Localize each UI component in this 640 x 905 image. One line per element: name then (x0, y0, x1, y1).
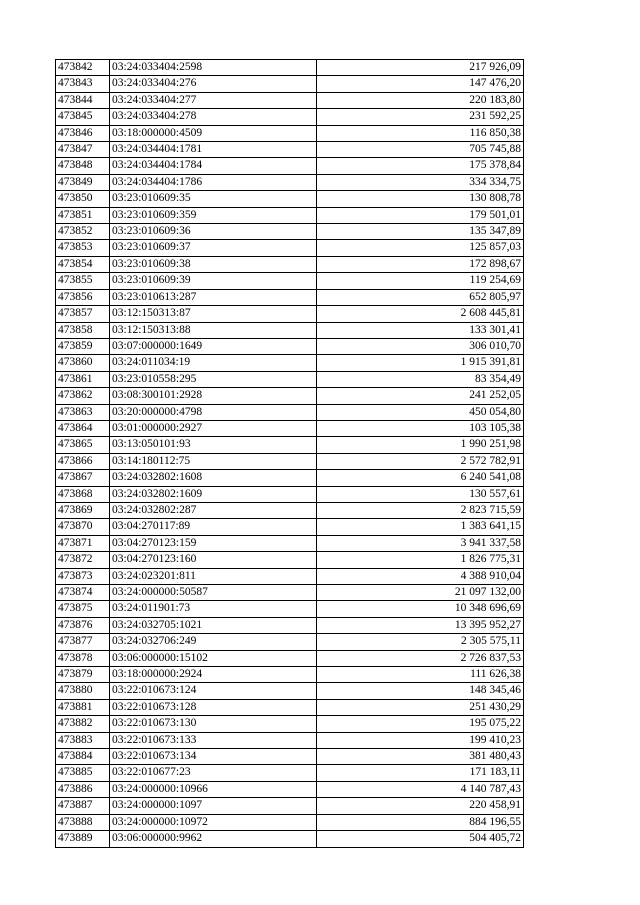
cadastral-value-cell: 217 926,09 (317, 60, 524, 76)
cadastral-number-cell: 03:24:034404:1784 (110, 158, 317, 174)
cadastral-value-cell: 1 383 641,15 (317, 519, 524, 535)
table-row (56, 306, 524, 322)
cadastral-number-cell: 03:22:010673:130 (110, 716, 317, 732)
row-id-cell: 473888 (56, 814, 110, 830)
cadastral-value-cell: 2 305 575,11 (317, 634, 524, 650)
table-row (56, 355, 524, 371)
cadastral-number-cell: 03:18:000000:2924 (110, 667, 317, 683)
cadastral-value-cell: 705 745,88 (317, 142, 524, 158)
row-id-cell: 473850 (56, 191, 110, 207)
cadastral-value-cell: 1 990 251,98 (317, 437, 524, 453)
cadastral-value-cell: 2 823 715,59 (317, 502, 524, 518)
table-row (56, 617, 524, 633)
row-id-cell: 473848 (56, 158, 110, 174)
cadastral-number-cell: 03:23:010613:287 (110, 289, 317, 305)
table-row (56, 683, 524, 699)
table-row (56, 256, 524, 272)
cadastral-value-cell: 179 501,01 (317, 207, 524, 223)
row-id-cell: 473855 (56, 273, 110, 289)
cadastral-number-cell: 03:22:010673:134 (110, 749, 317, 765)
table-body (56, 60, 524, 848)
row-id-cell: 473874 (56, 585, 110, 601)
cadastral-number-cell: 03:01:000000:2927 (110, 420, 317, 436)
row-id-cell: 473843 (56, 76, 110, 92)
row-id-cell: 473882 (56, 716, 110, 732)
cadastral-number-cell: 03:24:032802:1609 (110, 486, 317, 502)
row-id-cell: 473883 (56, 732, 110, 748)
cadastral-number-cell: 03:24:032706:249 (110, 634, 317, 650)
table-row (56, 207, 524, 223)
cadastral-value-cell: 884 196,55 (317, 814, 524, 830)
cadastral-value-table (55, 59, 524, 848)
cadastral-number-cell: 03:23:010558:295 (110, 371, 317, 387)
cadastral-number-cell: 03:20:000000:4798 (110, 404, 317, 420)
row-id-cell: 473875 (56, 601, 110, 617)
table-row (56, 60, 524, 76)
table-row (56, 502, 524, 518)
cadastral-value-cell: 116 850,38 (317, 125, 524, 141)
table-row (56, 716, 524, 732)
cadastral-value-cell: 125 857,03 (317, 240, 524, 256)
table-row (56, 470, 524, 486)
cadastral-number-cell: 03:23:010609:39 (110, 273, 317, 289)
table-row (56, 453, 524, 469)
row-id-cell: 473845 (56, 109, 110, 125)
table-row (56, 519, 524, 535)
table-row (56, 667, 524, 683)
row-id-cell: 473860 (56, 355, 110, 371)
row-id-cell: 473878 (56, 650, 110, 666)
cadastral-number-cell: 03:14:180112:75 (110, 453, 317, 469)
row-id-cell: 473867 (56, 470, 110, 486)
table-row (56, 174, 524, 190)
table-row (56, 781, 524, 797)
cadastral-number-cell: 03:23:010609:35 (110, 191, 317, 207)
row-id-cell: 473853 (56, 240, 110, 256)
table-row (56, 158, 524, 174)
table-row (56, 289, 524, 305)
row-id-cell: 473846 (56, 125, 110, 141)
row-id-cell: 473886 (56, 781, 110, 797)
table-row (56, 814, 524, 830)
cadastral-value-cell: 148 345,46 (317, 683, 524, 699)
cadastral-number-cell: 03:08:300101:2928 (110, 388, 317, 404)
cadastral-number-cell: 03:12:150313:87 (110, 306, 317, 322)
table-row (56, 76, 524, 92)
table-row (56, 404, 524, 420)
cadastral-value-cell: 13 395 952,27 (317, 617, 524, 633)
row-id-cell: 473847 (56, 142, 110, 158)
row-id-cell: 473842 (56, 60, 110, 76)
cadastral-number-cell: 03:07:000000:1649 (110, 338, 317, 354)
table-row (56, 732, 524, 748)
cadastral-number-cell: 03:24:033404:276 (110, 76, 317, 92)
table-row (56, 486, 524, 502)
cadastral-number-cell: 03:12:150313:88 (110, 322, 317, 338)
cadastral-value-cell: 334 334,75 (317, 174, 524, 190)
cadastral-number-cell: 03:24:000000:50587 (110, 585, 317, 601)
table-row (56, 749, 524, 765)
cadastral-value-cell: 199 410,23 (317, 732, 524, 748)
cadastral-value-cell: 306 010,70 (317, 338, 524, 354)
cadastral-value-cell: 381 480,43 (317, 749, 524, 765)
table-row (56, 142, 524, 158)
cadastral-value-cell: 231 592,25 (317, 109, 524, 125)
cadastral-value-cell: 241 252,05 (317, 388, 524, 404)
cadastral-number-cell: 03:23:010609:38 (110, 256, 317, 272)
row-id-cell: 473852 (56, 224, 110, 240)
row-id-cell: 473858 (56, 322, 110, 338)
row-id-cell: 473884 (56, 749, 110, 765)
cadastral-value-cell: 220 183,80 (317, 92, 524, 108)
cadastral-number-cell: 03:24:032802:287 (110, 502, 317, 518)
cadastral-number-cell: 03:04:270117:89 (110, 519, 317, 535)
table-row (56, 322, 524, 338)
cadastral-value-cell: 130 808,78 (317, 191, 524, 207)
row-id-cell: 473863 (56, 404, 110, 420)
cadastral-value-cell: 171 183,11 (317, 765, 524, 781)
row-id-cell: 473864 (56, 420, 110, 436)
cadastral-number-cell: 03:24:034404:1781 (110, 142, 317, 158)
row-id-cell: 473857 (56, 306, 110, 322)
cadastral-value-cell: 135 347,89 (317, 224, 524, 240)
cadastral-value-cell: 175 378,84 (317, 158, 524, 174)
table-row (56, 650, 524, 666)
table-row (56, 109, 524, 125)
cadastral-number-cell: 03:24:023201:811 (110, 568, 317, 584)
cadastral-number-cell: 03:24:011901:73 (110, 601, 317, 617)
row-id-cell: 473885 (56, 765, 110, 781)
row-id-cell: 473881 (56, 699, 110, 715)
cadastral-value-cell: 251 430,29 (317, 699, 524, 715)
row-id-cell: 473879 (56, 667, 110, 683)
cadastral-value-cell: 2 572 782,91 (317, 453, 524, 469)
cadastral-number-cell: 03:13:050101:93 (110, 437, 317, 453)
row-id-cell: 473849 (56, 174, 110, 190)
cadastral-number-cell: 03:24:000000:1097 (110, 798, 317, 814)
cadastral-number-cell: 03:06:000000:15102 (110, 650, 317, 666)
cadastral-value-cell: 21 097 132,00 (317, 585, 524, 601)
cadastral-number-cell: 03:23:010609:37 (110, 240, 317, 256)
table-row (56, 437, 524, 453)
table-row (56, 191, 524, 207)
row-id-cell: 473876 (56, 617, 110, 633)
cadastral-value-cell: 504 405,72 (317, 831, 524, 847)
row-id-cell: 473872 (56, 552, 110, 568)
table-row (56, 92, 524, 108)
cadastral-value-cell: 172 898,67 (317, 256, 524, 272)
cadastral-value-cell: 2 726 837,53 (317, 650, 524, 666)
table-row (56, 125, 524, 141)
cadastral-number-cell: 03:22:010673:124 (110, 683, 317, 699)
cadastral-value-cell: 195 075,22 (317, 716, 524, 732)
cadastral-number-cell: 03:24:033404:277 (110, 92, 317, 108)
cadastral-value-cell: 119 254,69 (317, 273, 524, 289)
cadastral-value-cell: 10 348 696,69 (317, 601, 524, 617)
table-row (56, 420, 524, 436)
cadastral-value-cell: 220 458,91 (317, 798, 524, 814)
table-row (56, 585, 524, 601)
cadastral-number-cell: 03:24:032705:1021 (110, 617, 317, 633)
cadastral-number-cell: 03:22:010673:128 (110, 699, 317, 715)
cadastral-number-cell: 03:22:010673:133 (110, 732, 317, 748)
row-id-cell: 473854 (56, 256, 110, 272)
table-row (56, 240, 524, 256)
table-row (56, 601, 524, 617)
table-row (56, 765, 524, 781)
cadastral-value-cell: 4 388 910,04 (317, 568, 524, 584)
cadastral-value-cell: 2 608 445,81 (317, 306, 524, 322)
cadastral-number-cell: 03:23:010609:36 (110, 224, 317, 240)
table-row (56, 552, 524, 568)
row-id-cell: 473889 (56, 831, 110, 847)
cadastral-value-cell: 133 301,41 (317, 322, 524, 338)
row-id-cell: 473862 (56, 388, 110, 404)
cadastral-value-cell: 147 476,20 (317, 76, 524, 92)
cadastral-value-cell: 1 915 391,81 (317, 355, 524, 371)
cadastral-value-cell: 111 626,38 (317, 667, 524, 683)
row-id-cell: 473856 (56, 289, 110, 305)
row-id-cell: 473887 (56, 798, 110, 814)
cadastral-number-cell: 03:18:000000:4509 (110, 125, 317, 141)
row-id-cell: 473871 (56, 535, 110, 551)
table-row (56, 535, 524, 551)
cadastral-value-cell: 6 240 541,08 (317, 470, 524, 486)
table-row (56, 798, 524, 814)
row-id-cell: 473870 (56, 519, 110, 535)
cadastral-value-cell: 1 826 775,31 (317, 552, 524, 568)
row-id-cell: 473866 (56, 453, 110, 469)
table-row (56, 338, 524, 354)
row-id-cell: 473868 (56, 486, 110, 502)
cadastral-number-cell: 03:24:011034:19 (110, 355, 317, 371)
cadastral-value-cell: 103 105,38 (317, 420, 524, 436)
cadastral-number-cell: 03:24:032802:1608 (110, 470, 317, 486)
row-id-cell: 473877 (56, 634, 110, 650)
cadastral-number-cell: 03:06:000000:9962 (110, 831, 317, 847)
cadastral-value-cell: 83 354,49 (317, 371, 524, 387)
table-row (56, 699, 524, 715)
cadastral-number-cell: 03:24:000000:10966 (110, 781, 317, 797)
row-id-cell: 473861 (56, 371, 110, 387)
cadastral-number-cell: 03:24:033404:278 (110, 109, 317, 125)
cadastral-number-cell: 03:22:010677:23 (110, 765, 317, 781)
cadastral-number-cell: 03:24:033404:2598 (110, 60, 317, 76)
row-id-cell: 473869 (56, 502, 110, 518)
row-id-cell: 473865 (56, 437, 110, 453)
cadastral-number-cell: 03:04:270123:160 (110, 552, 317, 568)
row-id-cell: 473873 (56, 568, 110, 584)
row-id-cell: 473851 (56, 207, 110, 223)
cadastral-number-cell: 03:24:000000:10972 (110, 814, 317, 830)
cadastral-value-cell: 450 054,80 (317, 404, 524, 420)
cadastral-value-cell: 652 805,97 (317, 289, 524, 305)
table-row (56, 273, 524, 289)
cadastral-number-cell: 03:23:010609:359 (110, 207, 317, 223)
cadastral-number-cell: 03:24:034404:1786 (110, 174, 317, 190)
row-id-cell: 473844 (56, 92, 110, 108)
table-row (56, 831, 524, 847)
cadastral-value-cell: 130 557,61 (317, 486, 524, 502)
table-row (56, 371, 524, 387)
table-row (56, 224, 524, 240)
row-id-cell: 473859 (56, 338, 110, 354)
cadastral-value-cell: 4 140 787,43 (317, 781, 524, 797)
cadastral-number-cell: 03:04:270123:159 (110, 535, 317, 551)
table-row (56, 568, 524, 584)
row-id-cell: 473880 (56, 683, 110, 699)
table-row (56, 634, 524, 650)
table-row (56, 388, 524, 404)
cadastral-value-cell: 3 941 337,58 (317, 535, 524, 551)
